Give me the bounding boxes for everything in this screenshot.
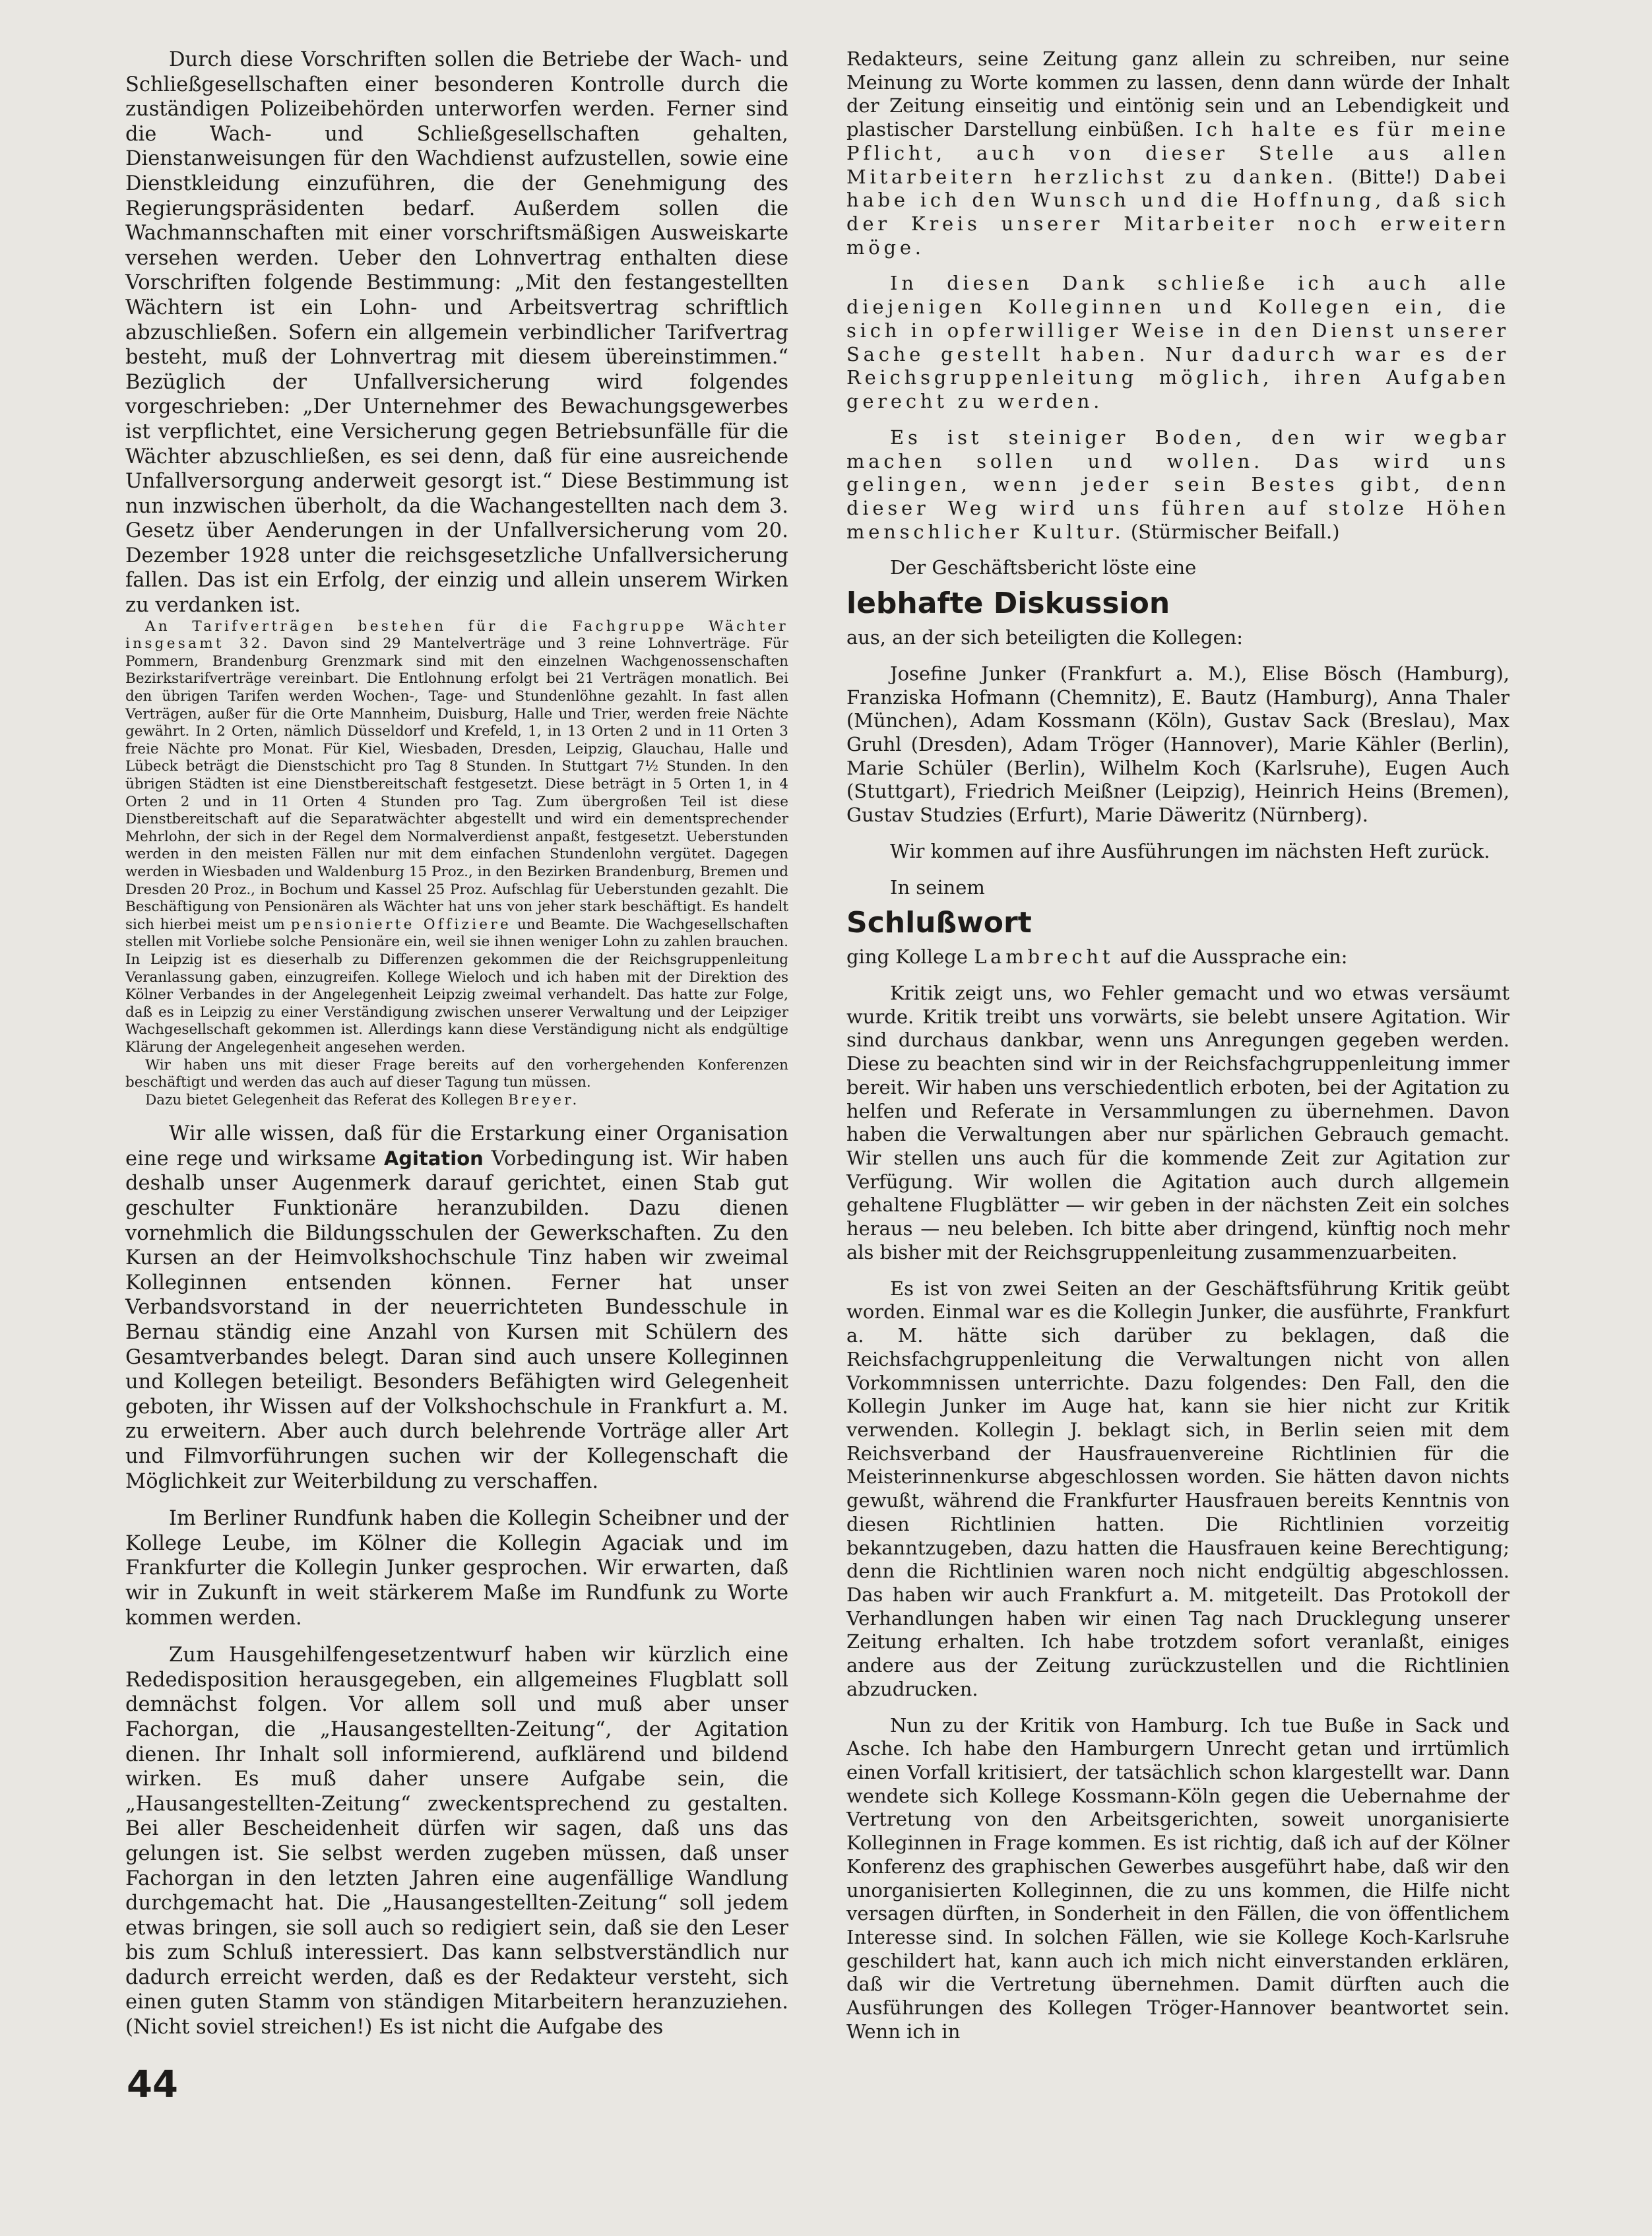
note-tariff-emph: pensionierte Offiziere bbox=[290, 916, 511, 933]
paragraph-hamburg: Nun zu der Kritik von Hamburg. Ich tue Buße in Sack und Asche. Ich habe den Hamburgern Unrecht getan und irrtümlich einen Vorfall kritisiert, der tatsächlich schon klargestellt war. Dann wendete sich Kollege Kossmann-Köln gegen die Uebernahme der Vertretung von den Arbeitsgerichten, soweit unorganisierte Kolleginnen in Frage kommen. Es ist richtig, daß ich auf der Kölner Konferenz des graphischen Gewerbes ausgeführt habe, daß wir den unorganisierten Kolleginnen, die zu uns kommen, die Hilfe nicht versagen dürften, in Sonderheit in den Fällen, die von öffentlichem Interesse sind. In solchen Fällen, wie sie Kollege Koch-Karlsruhe geschildert hat, kann auch ich mich nicht einverstanden erklären, daß wir die Vertretung übernehmen. Damit dürften auch die Ausführungen des Kollegen Tröger-Hannover beantwortet sein. Wenn ich in bbox=[846, 1713, 1509, 2043]
note-tariff-lead: An Tarifverträgen bestehen für die Fachgruppe Wächter insgesamt 32. bbox=[125, 618, 788, 653]
note-referat-name: Breyer. bbox=[508, 1091, 580, 1108]
note-previous-conferences: Wir haben uns mit dieser Frage bereits auf den vorhergehenden Konferenzen beschäftigt und werden das auch auf dieser Tagung tun müssen. bbox=[125, 1056, 788, 1091]
editor-interjection: (Bitte!) bbox=[1337, 165, 1434, 188]
speaker-text-2: auf die Aussprache ein: bbox=[1114, 945, 1348, 969]
note-tariff-body: Davon sind 29 Mantelverträge und 3 reine Lohnverträge. Für Pommern, Brandenburg Grenzmark sind mit den einzelnen Wachgenossenschaften Bezirkstarifverträge vereinbart. Die Entlohnung erfolgt bei 21 Verträgen monatlich. Bei den übrigen Tarifen werden Wochen-, Tage- und Stundenlöhne gezahlt. In fast allen Verträgen, außer für die Orte Mannheim, Duisburg, Halle und Trier, werden freie Nächte gewährt. In 2 Orten, nämlich Düsseldorf und Krefeld, 1, in 13 Orten 2 und in 11 Orten 3 freie Nächte pro Monat. Für Kiel, Wiesbaden, Dresden, Leipzig, Glauchau, Halle und Lübeck beträgt die Dienstschicht pro Tag 8 Stunden. In Stuttgart 7½ Stunden. In den übrigen Städten ist eine Dienstbereitschaft festgesetzt. Diese beträgt in 5 Orten 1, in 4 Orten 2 und in 11 Orten 4 Stunden pro Tag. Zum übergroßen Teil ist diese Dienstbereitschaft auf die Separatwächter abgestellt und wird ein dementsprechender Mehrlohn, der sich in der Regel dem Normalverdienst anpaßt, festgesetzt. Ueberstunden werden in den meisten Fällen nur mit dem einfachen Stundenlohn vergütet. Dagegen werden in Wiesbaden und Waldenburg 15 Proz., in den Bezirken Brandenburg, Bremen und Dresden 20 Proz., in Bochum und Kassel 25 Proz. Aufschlag für Ueberstunden gezahlt. Die Beschäftigung von Pensionären als Wächter hat uns von jeher stark beschäftigt. Es handelt sich hierbei meist um bbox=[125, 635, 788, 933]
right-column bbox=[846, 48, 1509, 2044]
paragraph-regulations: Durch diese Vorschriften sollen die Betriebe der Wach- und Schließgesellschaften einer besonderen Kontrolle durch die zuständigen Polizeibehörden unterworfen werden. Ferner sind die Wach- und Schließgesellschaften gehalten, Dienstanweisungen für den Wachdienst aufzustellen, sowie eine Dienstkleidung einzuführen, die der Genehmigung des Regierungspräsidenten bedarf. Außerdem sollen die Wachmannschaften mit einer vorschriftsmäßigen Ausweiskarte versehen werden. Ueber den Lohnvertrag enthalten diese Vorschriften folgende Bestimmung: „Mit den festangestellten Wächtern ist ein Lohn- und Arbeitsvertrag schriftlich abzuschließen. Sofern ein allgemein verbindlicher Tarifvertrag besteht, muß der Lohnvertrag mit diesem übereinstimmen.“ Bezüglich der Unfallversicherung wird folgendes vorgeschrieben: „Der Unternehmer des Bewachungsgewerbes ist verpflichtet, eine Versicherung gegen Betriebsunfälle für die Wächter abzuschließen, es sei denn, daß für eine ausreichende Unfallversorgung anderweit gesorgt ist.“ Diese Bestimmung ist nun inzwischen überholt, da die Wachangestellten nach dem 3. Gesetz über Aenderungen in der Unfallversicherung vom 20. Dezember 1928 unter die reichsgesetzliche Unfallversicherung fallen. Das ist ein Erfolg, der einzig und allein unserem Wirken zu verdanken ist. bbox=[125, 48, 788, 618]
note-referat-text: Dazu bietet Gelegenheit das Referat des Kollegen bbox=[145, 1091, 509, 1108]
rocky-ground-text: Es ist steiniger Boden, den wir wegbar machen sollen und wollen. Das wird uns gelingen, wenn jeder sein Bestes gibt, denn dieser Weg wird uns führen auf stolze Höhen menschlicher Kultur. bbox=[846, 426, 1509, 543]
speaker-name: Lambrecht bbox=[974, 945, 1114, 969]
paragraph-participants: Josefine Junker (Frankfurt a. M.), Elise Bösch (Hamburg), Franziska Hofmann (Chemnitz), E. Bautz (Hamburg), Anna Thaler (München), Adam Kossmann (Köln), Gustav Sack (Breslau), Max Gruhl (Dresden), Adam Tröger (Hannover), Marie Kähler (Berlin), Marie Schüler (Berlin), Wilhelm Koch (Karlsruhe), Eugen Auch (Stuttgart), Friedrich Meißner (Leipzig), Heinrich Heins (Bremen), Gustav Studzies (Erfurt), Marie Däweritz (Nürnberg). bbox=[846, 662, 1509, 827]
paragraph-report-intro: Der Geschäftsbericht löste eine bbox=[890, 556, 1197, 579]
paragraph-criticism: Kritik zeigt uns, wo Fehler gemacht und wo etwas versäumt wurde. Kritik treibt uns vorwärts, sie belebt unsere Agitation. Wir sind durchaus dankbar, wenn uns Anregungen gegeben werden. Diese zu beachten sind wir in der Reichsfachgruppenleitung immer bereit. Wir haben uns verschiedentlich erboten, bei der Agitation zu helfen und Referate in Versammlungen zu übernehmen. Davon haben die Verwaltungen aber nur spärlichen Gebrauch gemacht. Wir stellen uns auch für die kommende Zeit zur Agitation zur Verfügung. Wir wollen die Agitation auch durch allgemein gehaltene Flugblätter — wir geben in der nächsten Zeit ein solches heraus — neu beleben. Ich bitte aber dringend, künftig noch mehr als bisher mit der Reichsgruppenleitung zusammenzuarbeiten. bbox=[846, 982, 1509, 1263]
paragraph-closing-speaker bbox=[846, 945, 1509, 969]
page-number: 44 bbox=[127, 2063, 178, 2106]
paragraph-rocky-ground bbox=[846, 426, 1509, 544]
paragraph-agitation bbox=[125, 1122, 788, 1494]
editor-thanks: Ich halte es für meine Pflicht, auch von dieser Stelle aus allen Mitarbeitern herzlichst zu danken. bbox=[846, 118, 1509, 188]
heading-discussion: lebhafte Diskussion bbox=[846, 587, 1170, 621]
editor-text: Redakteurs, seine Zeitung ganz allein zu schreiben, nur seine Meinung zu Worte kommen zu lassen, denn dann würde der Inhalt der Zeitung einseitig und eintönig sein und an Lebendigkeit und plastischer Darstellung einbüßen. bbox=[846, 48, 1509, 141]
left-column bbox=[125, 48, 788, 2040]
note-referat bbox=[125, 1092, 788, 1110]
paragraph-thanks: In diesen Dank schließe ich auch alle diejenigen Kolleginnen und Kollegen ein, die sich in opferwilliger Weise in den Dienst unserer Sache gestellt haben. Nur dadurch war es der Reichsgruppenleitung möglich, ihren Aufgaben gerecht zu werden. bbox=[846, 272, 1509, 413]
paragraph-closing-intro: In seinem bbox=[890, 876, 985, 899]
agitation-keyword: Agitation bbox=[383, 1147, 484, 1170]
applause-note: (Stürmischer Beifall.) bbox=[1124, 520, 1340, 543]
agitation-text-1: Wir alle wissen, daß für die Erstarkung einer Organisation eine rege und wirksame bbox=[125, 1122, 788, 1170]
agitation-text-2: Vorbedingung ist. Wir haben deshalb unser Augenmerk darauf gerichtet, einen Stab gut geschulter Funktionäre heranzubilden. Dazu dienen vornehmlich die Bildungsschulen der Gewerkschaften. Zu den Kursen an der Heimvolkshochschule Tinz haben wir zweimal Kolleginnen entsenden können. Ferner hat unser Verbandsvorstand in der neuerrichteten Bundesschule in Bernau ständig eine Anzahl von Kursen mit Schülern des Gesamtverbandes belegt. Daran sind auch unsere Kolleginnen und Kollegen beteiligt. Besonders Befähigten wird Gelegenheit geboten, ihr Wissen auf der Volkshochschule in Frankfurt a. M. zu erweitern. Aber auch durch belehrende Vorträge aller Art und Filmvorführungen suchen wir der Kollegenschaft die Möglichkeit zur Weiterbildung zu verschaffen. bbox=[125, 1147, 788, 1493]
paragraph-next-issue: Wir kommen auf ihre Ausführungen im nächsten Heft zurück. bbox=[890, 839, 1490, 862]
paragraph-editor bbox=[846, 48, 1509, 259]
editor-wish: Dabei habe ich den Wunsch und die Hoffnung, daß sich der Kreis unserer Mitarbeiter noch erweitern möge. bbox=[846, 165, 1509, 259]
paragraph-newspaper: Zum Hausgehilfengesetzentwurf haben wir kürzlich eine Rededisposition herausgegeben, ein allgemeines Flugblatt soll demnächst folgen. Vor allem soll und muß aber unser Fachorgan, die „Hausangestellten-Zeitung“, der Agitation dienen. Ihr Inhalt soll informierend, aufklärend und bildend wirken. Es muß daher unsere Aufgabe sein, die „Hausangestellten-Zeitung“ zweckentsprechend zu gestalten. Bei aller Bescheidenheit dürfen wir sagen, daß uns das gelungen ist. Sie selbst werden zugeben müssen, daß unser Fachorgan in den letzten Jahren eine augenfällige Wandlung durchgemacht hat. Die „Hausangestellten-Zeitung“ soll jedem etwas bringen, sie soll auch so redigiert sein, daß sie den Leser bis zum Schluß interessiert. Das kann selbstverständlich nur dadurch erreicht werden, daß es der Redakteur versteht, sich einen guten Stamm von ständigen Mitarbeitern heranzuziehen. (Nicht soviel streichen!) Es ist nicht die Aufgabe des bbox=[125, 1644, 788, 2039]
paragraph-participants-intro: aus, an der sich beteiligten die Kollegen: bbox=[846, 626, 1244, 649]
paragraph-junker-frankfurt: Es ist von zwei Seiten an der Geschäftsführung Kritik geübt worden. Einmal war es die Kollegin Junker, die ausführte, Frankfurt a. M. hätte sich darüber zu beklagen, daß die Reichsfachgruppenleitung die Verwaltungen nicht von allen Vorkommnissen unterrichte. Dazu folgendes: Den Fall, den die Kollegin Junker im Auge hat, kann sie hier nicht zur Kritik verwenden. Kollegin J. beklagt sich, in Berlin seien mit dem Reichsverband der Hausfrauenvereine Richtlinien für die Meisterinnenkurse abgeschlossen worden. Sie hätten davon nichts gewußt, während die Frankfurter Hausfrauen bereits Kenntnis von diesen Richtlinien hatten. Die Richtlinien vorzeitig bekanntzugeben, dazu hatten die Hausfrauen keine Berechtigung; denn die Richtlinien waren noch nicht endgültig abgeschlossen. Das haben wir auch Frankfurt a. M. mitgeteilt. Das Protokoll der Verhandlungen haben wir einen Tag nach Drucklegung unserer Zeitung erhalten. Ich habe trotzdem sofort veranlaßt, einiges andere aus der Zeitung zurückzustellen und die Richtlinien abzudrucken. bbox=[846, 1277, 1509, 1700]
note-tariff-rest: und Beamte. Die Wachgesellschaften stellen mit Vorliebe solche Pensionäre ein, weil sie ihnen weniger Lohn zu zahlen brauchen. In Leipzig ist es dieserhalb zu Differenzen gekommen die der Reichsgruppenleitung Veranlassung gaben, einzugreifen. Kollege Wieloch und ich haben mit der Direktion des Kölner Verbandes in der Angelegenheit Leipzig zweimal verhandelt. Das hatte zur Folge, daß es in Leipzig zu einer Verständigung zwischen unserer Verwaltung und der Leipziger Wachgesellschaft gekommen ist. Allerdings kann diese Verständigung nicht als endgültige Klärung der Angelegenheit angesehen werden. bbox=[125, 916, 788, 1056]
note-tariff-contracts bbox=[125, 618, 788, 1057]
heading-closing-word: Schlußwort bbox=[846, 906, 1032, 940]
speaker-text-1: ging Kollege bbox=[846, 945, 974, 969]
paragraph-radio: Im Berliner Rundfunk haben die Kollegin Scheibner und der Kollege Leube, im Kölner die Kollegin Agaciak und im Frankfurter die Kollegin Junker gesprochen. Wir erwarten, daß wir in Zukunft in weit stärkerem Maße im Rundfunk zu Worte kommen werden. bbox=[125, 1507, 788, 1630]
